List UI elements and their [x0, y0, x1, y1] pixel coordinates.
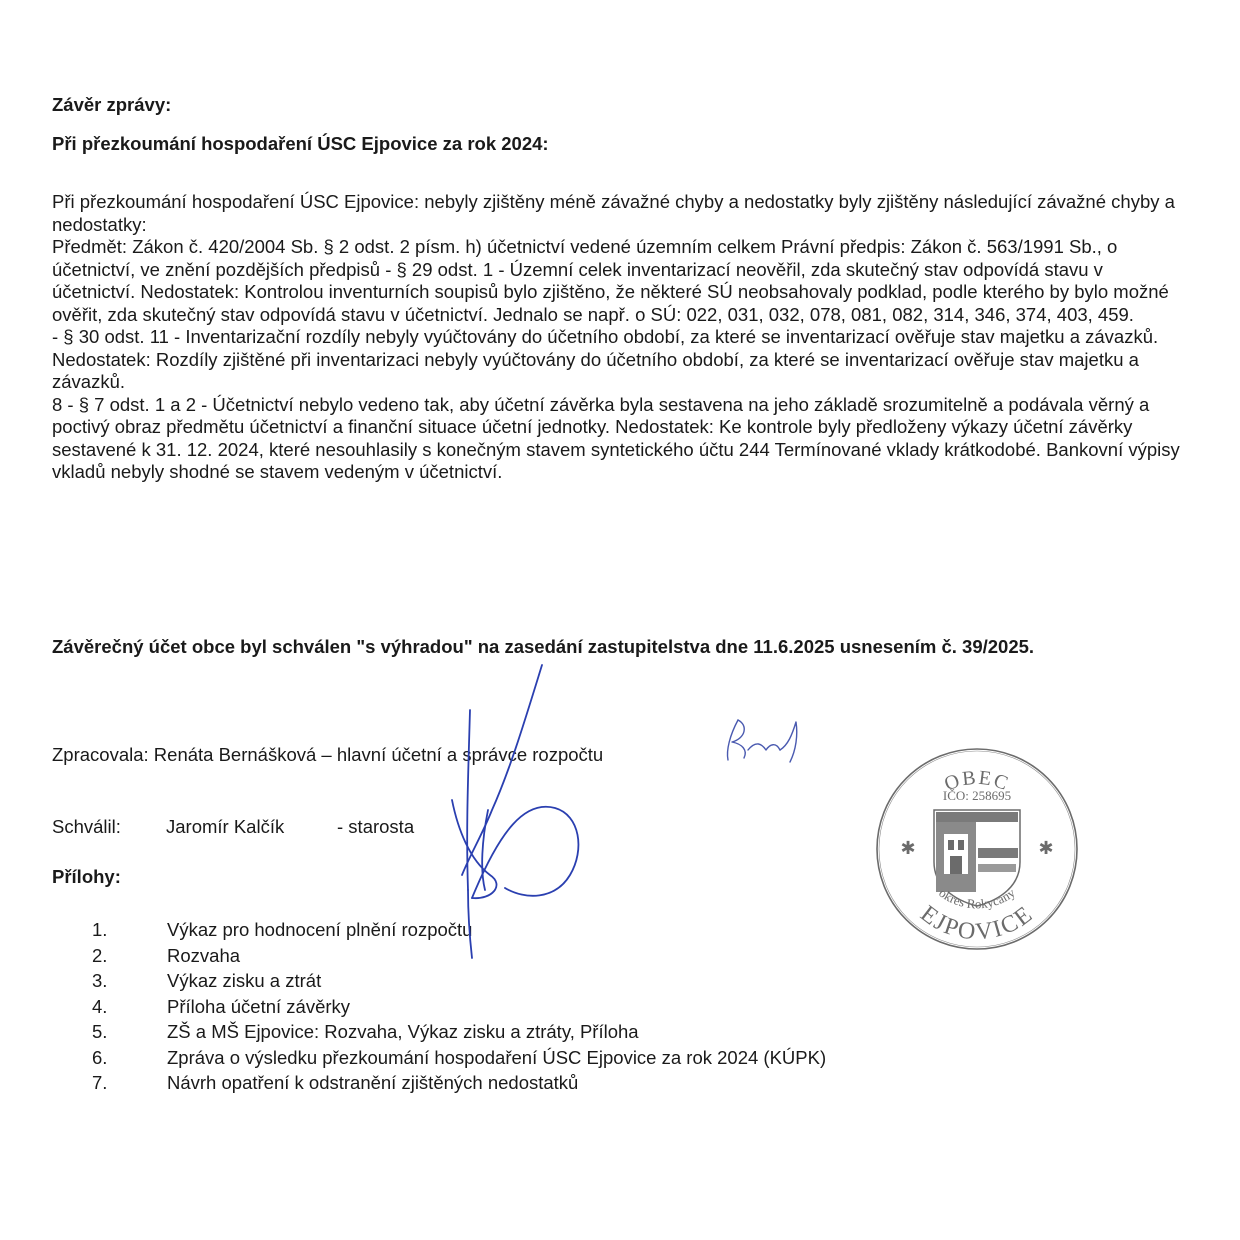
approver-role: - starosta — [337, 816, 415, 837]
star-icon: ✱ — [900, 838, 916, 858]
attachment-number: 6. — [92, 1046, 108, 1068]
attachment-number: 2. — [92, 944, 108, 966]
signature-mark — [430, 660, 600, 960]
municipal-stamp — [872, 744, 1082, 954]
attachment-text: Příloha účetní závěrky — [167, 995, 351, 1017]
review-heading: Při přezkoumání hospodaření ÚSC Ejpovice za rok 2024: — [52, 133, 549, 154]
finding-item-3: 8 - § 7 odst. 1 a 2 - Účetnictví nebylo vedeno tak, aby účetní závěrka byla sestavena na jeho základě srozumitelně a podávala věrný a poctivý obraz předmětu účetnictví a finanční situace účetní jednotky. Nedostatek: Ke kontrole byly předloženy výkazy účetní závěrky sestavené k 31. 12. 2024, které nesouhlasily s konečným stavem syntetického účtu 244 Termínované vklady krátkodobé. Bankovní výpisy vkladů nebyly shodné se stavem vedeným v účetnictví. — [52, 393, 1180, 482]
findings-section — [52, 191, 1182, 484]
attachments-heading: Přílohy: — [52, 866, 121, 887]
attachment-item — [92, 1070, 826, 1096]
stamp-bottom-text: EJPOVICE — [915, 900, 1039, 946]
stamp-top-text: OBEC — [941, 766, 1013, 796]
approval-statement: Závěrečný účet obce byl schválen "s výhradou" na zasedání zastupitelstva dne 11.6.2025 usnesením č. 39/2025. — [52, 636, 1035, 657]
finding-item-1: Předmět: Zákon č. 420/2004 Sb. § 2 odst. 2 písm. h) účetnictví vedené územním celkem Právní předpis: Zákon č. 563/1991 Sb., o účetnictví, ve znění pozdějších předpisů - § 29 odst. 1 - Územní celek inventarizací neověřil, zda skutečný stav odpovídá stavu v účetnictví. Nedostatek: Kontrolou inventurních soupisů bylo zjištěno, že některé SÚ neobsahovaly podklad, podle kterého by bylo možné ověřit, zda skutečný stav odpovídá stavu v účetnictví. Jednalo se např. o SÚ: 022, 031, 032, 078, 081, 082, 314, 346, 374, 403, 459. — [52, 236, 1169, 325]
approved-by — [52, 816, 414, 838]
stamp-ico: IČO: 258695 — [942, 788, 1012, 803]
attachment-number: 7. — [92, 1072, 108, 1093]
attachment-text: Rozvaha — [167, 944, 241, 966]
attachment-item — [92, 1045, 826, 1071]
attachment-text: Zpráva o výsledku přezkoumání hospodaření ÚSC Ejpovice za rok 2024 (KÚPK) — [167, 1046, 827, 1068]
attachment-text: Výkaz pro hodnocení plnění rozpočtu — [167, 919, 473, 940]
attachment-item — [92, 994, 826, 1020]
attachment-number: 4. — [92, 995, 108, 1017]
attachment-item — [92, 1019, 826, 1045]
approver-name: Jaromír Kalčík — [166, 816, 285, 837]
approved-by-label: Schválil: — [52, 816, 121, 837]
report-conclusion-heading: Závěr zprávy: — [52, 94, 172, 115]
stamp-district: okres Rokycany — [936, 884, 1018, 912]
attachment-item — [92, 968, 826, 994]
attachment-number: 3. — [92, 970, 108, 991]
attachment-text: Výkaz zisku a ztrát — [167, 970, 322, 991]
findings-intro: Při přezkoumání hospodaření ÚSC Ejpovice: nebyly zjištěny méně závažné chyby a nedostatky byly zjištěny následující závažné chyby a nedostatky: — [52, 191, 1175, 235]
star-icon: ✱ — [1038, 838, 1054, 858]
finding-item-2: - § 30 odst. 11 - Inventarizační rozdíly nebyly vyúčtovány do účetního období, za které se inventarizací ověřuje stav majetku a závazků. Nedostatek: Rozdíly zjištěné při inventarizaci nebyly vyúčtovány do účetního období, za které se inventarizací ověřuje stav majetku a závazků. — [52, 326, 1159, 392]
attachment-text: ZŠ a MŠ Ejpovice: Rozvaha, Výkaz zisku a ztráty, Příloha — [167, 1021, 639, 1042]
attachment-number: 5. — [92, 1021, 108, 1042]
attachment-text: Návrh opatření k odstranění zjištěných nedostatků — [167, 1072, 579, 1093]
attachment-number: 1. — [92, 919, 108, 940]
prepared-by: Zpracovala: Renáta Bernášková – hlavní účetní a správce rozpočtu — [52, 744, 604, 765]
initials-mark — [718, 710, 818, 770]
